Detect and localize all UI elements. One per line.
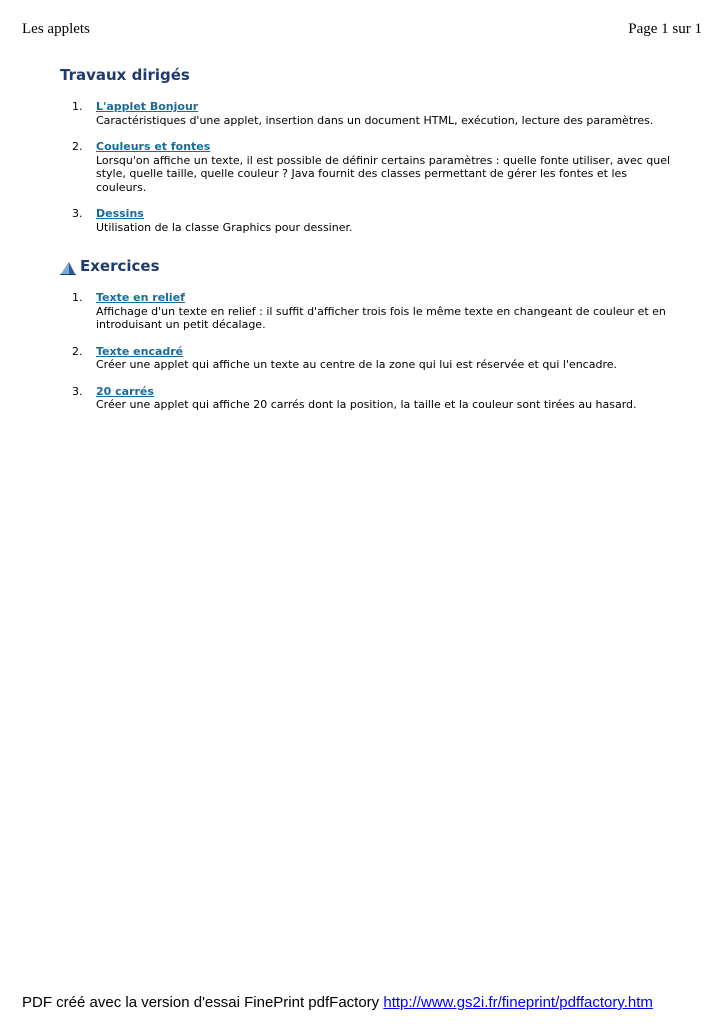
item-description: Lorsqu'on affiche un texte, il est possible de définir certains paramètres : quelle fonte utiliser, avec quel style, quelle taille, quelle couleur ? Java fournit des classes permettant de gérer les fontes et les couleurs. [96,153,671,194]
list-item [60,207,680,234]
item-description: Affichage d'un texte en relief : il suffit d'afficher trois fois le même texte en changeant de couleur et en introduisant un petit décalage. [96,304,666,331]
list-item [60,385,680,412]
footer-text: PDF créé avec la version d'essai FinePrint pdfFactory [22,994,380,1011]
page-number: Page 1 sur 1 [628,21,702,37]
item-description: Créer une applet qui affiche un texte au centre de la zone qui lui est réservée et qui l'encadre. [96,358,618,371]
list-item [60,100,680,127]
section-title-travaux-diriges: Travaux dirigés [60,66,190,84]
section-title-exercices: Exercices [80,257,160,275]
document-title: Les applets [22,21,90,37]
link-20-carres[interactable]: 20 carrés [96,384,154,398]
page-content [60,64,680,412]
footer-link[interactable]: http://www.gs2i.fr/fineprint/pdffactory.htm [383,994,653,1011]
triangle-sail-icon [60,259,76,273]
list-item [60,291,680,332]
item-number: 3. [72,384,83,398]
list-item [60,345,680,372]
item-description: Utilisation de la classe Graphics pour dessiner. [96,220,353,234]
item-description: Créer une applet qui affiche 20 carrés dont la position, la taille et la couleur sont tirées au hasard. [96,398,637,411]
link-dessins[interactable]: Dessins [96,207,144,220]
link-applet-bonjour[interactable]: L'applet Bonjour [96,100,199,113]
item-number: 1. [72,291,83,304]
item-number: 2. [72,344,83,358]
item-number: 3. [72,207,83,220]
print-header [22,21,702,41]
item-description: Caractéristiques d'une applet, insertion dans un document HTML, exécution, lecture des paramètres. [96,113,654,127]
travaux-diriges-list [60,100,680,234]
item-number: 1. [72,100,83,113]
link-texte-encadre[interactable]: Texte encadré [96,344,184,358]
pdf-footer [22,994,653,1011]
section-title-exercices-row [60,255,680,277]
list-item [60,140,680,194]
exercices-list [60,291,680,412]
exercices-section [60,255,680,412]
link-texte-en-relief[interactable]: Texte en relief [96,291,185,304]
link-couleurs-et-fontes[interactable]: Couleurs et fontes [96,140,211,153]
travaux-diriges-section [60,64,680,234]
item-number: 2. [72,140,83,153]
